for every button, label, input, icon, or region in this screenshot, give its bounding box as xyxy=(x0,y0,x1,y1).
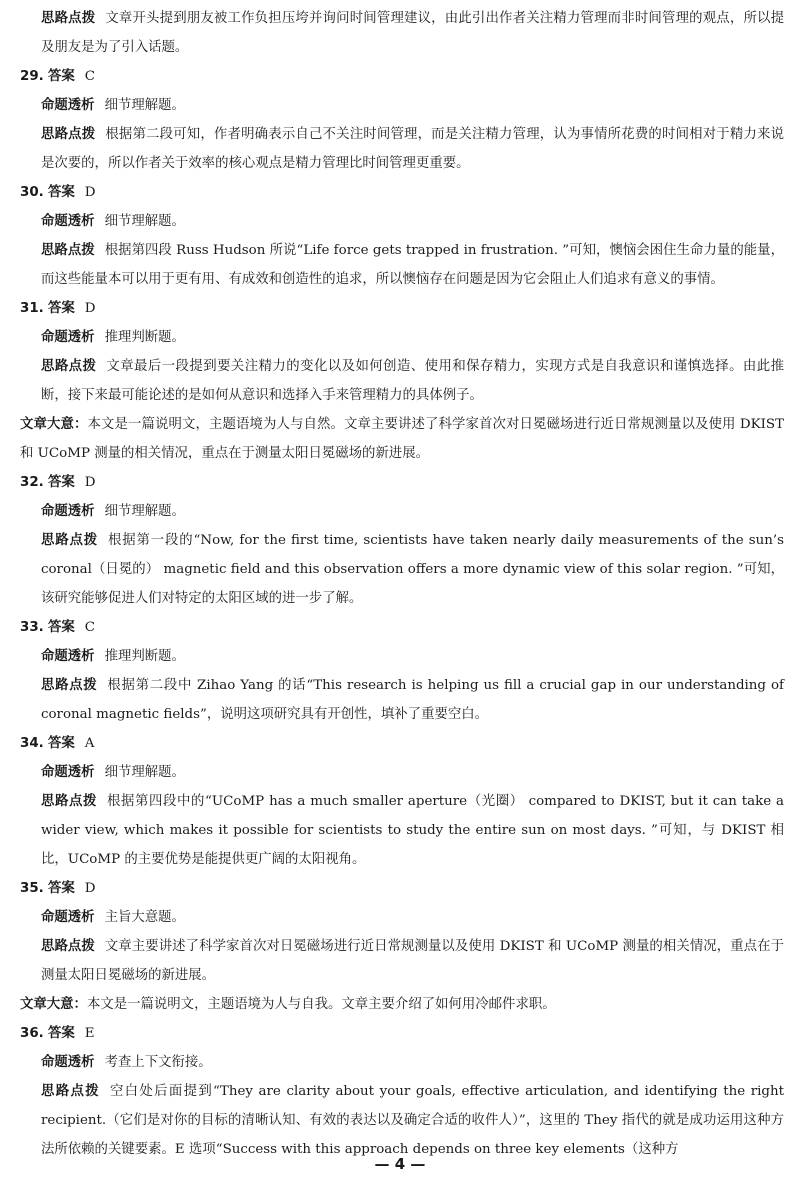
answer-choice: C xyxy=(84,69,96,84)
question-number: 32. xyxy=(20,475,44,490)
analysis-label: 命题透析 xyxy=(41,765,95,780)
analysis-text: 考查上下文衔接。 xyxy=(104,1055,212,1070)
analysis-text: 主旨大意题。 xyxy=(104,910,185,925)
hint-label: 思路点拨 xyxy=(41,243,95,258)
analysis-line xyxy=(20,903,784,932)
answer-label: 答案 xyxy=(48,1026,75,1041)
hint-text: 空白处后面提到“They are clarity about your goals, effective articulation, and identifying the right recipient.（它们是对你的目标的清晰认知、有效的表达以及确定合适的收件人）”，这里的 They 指代的就是成功运用这种方法所依赖的关键要素。E 选项“Success with this approach depends on three key elements（这种方 xyxy=(41,1084,785,1157)
answer-label: 答案 xyxy=(48,69,75,84)
analysis-label: 命题透析 xyxy=(41,330,95,345)
answer-label: 答案 xyxy=(48,881,75,896)
answer-line xyxy=(20,613,784,642)
question-number: 35. xyxy=(20,881,44,896)
analysis-line xyxy=(20,642,784,671)
hint-label: 思路点拨 xyxy=(41,359,97,374)
analysis-label: 命题透析 xyxy=(41,910,95,925)
answer-label: 答案 xyxy=(48,301,75,316)
analysis-text: 推理判断题。 xyxy=(104,649,185,664)
summary-text: 本文是一篇说明文，主题语境为人与自然。文章主要讲述了科学家首次对日冕磁场进行近日常规测量以及使用 DKIST 和 UCoMP 测量的相关情况，重点在于测量太阳日冕磁场的新进展。 xyxy=(20,417,784,461)
answer-explanations xyxy=(20,4,784,1164)
analysis-text: 细节理解题。 xyxy=(104,98,185,113)
hint-text: 根据第四段 Russ Hudson 所说“Life force gets trapped in frustration. ”可知，懊恼会困住生命力量的能量，而这些能量本可以用于更有用、有成效和创造性的追求，所以懊恼存在问题是因为它会阻止人们追求有意义的事情。 xyxy=(41,243,784,287)
question-number: 34. xyxy=(20,736,44,751)
answer-choice: D xyxy=(84,475,96,490)
question-number: 33. xyxy=(20,620,44,635)
hint-text: 根据第二段可知，作者明确表示自己不关注时间管理，而是关注精力管理，认为事情所花费的时间相对于精力来说是次要的，所以作者关于效率的核心观点是精力管理比时间管理更重要。 xyxy=(41,127,784,171)
answer-line xyxy=(20,1019,784,1048)
answer-choice: E xyxy=(84,1026,95,1041)
hint-label: 思路点拨 xyxy=(41,127,96,142)
answer-line xyxy=(20,62,784,91)
page-number: — 4 — xyxy=(374,1155,426,1173)
analysis-line xyxy=(20,497,784,526)
hint-paragraph xyxy=(20,526,784,613)
answer-line xyxy=(20,468,784,497)
hint-text: 文章主要讲述了科学家首次对日冕磁场进行近日常规测量以及使用 DKIST 和 UCoMP 测量的相关情况，重点在于测量太阳日冕磁场的新进展。 xyxy=(41,939,784,983)
answer-line xyxy=(20,874,784,903)
hint-text: 根据第二段中 Zihao Yang 的话“This research is helping us fill a crucial gap in our understanding of coronal magnetic fields”，说明这项研究具有开创性，填补了重要空白。 xyxy=(41,678,784,722)
analysis-text: 细节理解题。 xyxy=(104,765,185,780)
hint-text: 根据第一段的“Now, for the first time, scientists have taken nearly daily measurements of the sun’s coronal（日冕的） magnetic field and this observation offers a more dynamic view of this solar region. ”可知，该研究能够促进人们对特定的太阳区域的进一步了解。 xyxy=(41,533,784,606)
summary-label: 文章大意： xyxy=(20,417,88,432)
answer-choice: C xyxy=(84,620,96,635)
analysis-label: 命题透析 xyxy=(41,98,95,113)
hint-text: 文章开头提到朋友被工作负担压垮并询问时间管理建议，由此引出作者关注精力管理而非时间管理的观点，所以提及朋友是为了引入话题。 xyxy=(41,11,784,55)
answer-label: 答案 xyxy=(48,185,75,200)
hint-label: 思路点拨 xyxy=(41,794,98,809)
hint-paragraph xyxy=(20,352,784,410)
answer-line xyxy=(20,178,784,207)
answer-line xyxy=(20,729,784,758)
hint-paragraph xyxy=(20,120,784,178)
hint-label: 思路点拨 xyxy=(41,533,99,548)
analysis-label: 命题透析 xyxy=(41,214,95,229)
answer-line xyxy=(20,294,784,323)
hint-text: 根据第四段中的“UCoMP has a much smaller aperture（光圈） compared to DKIST, but it can take a wider view, which makes it possible for scientists to study the entire sun on most days. ”可知，与 DKIST 相比，UCoMP 的主要优势是能提供更广阔的太阳视角。 xyxy=(41,794,784,867)
hint-paragraph xyxy=(20,932,784,990)
summary-text: 本文是一篇说明文，主题语境为人与自我。文章主要介绍了如何用冷邮件求职。 xyxy=(86,997,556,1012)
analysis-text: 细节理解题。 xyxy=(104,504,185,519)
question-number: 29. xyxy=(20,69,44,84)
analysis-label: 命题透析 xyxy=(41,1055,95,1070)
hint-label: 思路点拨 xyxy=(41,1084,100,1099)
analysis-line xyxy=(20,207,784,236)
hint-label: 思路点拨 xyxy=(41,11,96,26)
answer-choice: D xyxy=(84,881,96,896)
answer-label: 答案 xyxy=(48,736,75,751)
answer-label: 答案 xyxy=(48,620,75,635)
analysis-line xyxy=(20,323,784,352)
hint-paragraph xyxy=(20,236,784,294)
analysis-line xyxy=(20,758,784,787)
analysis-label: 命题透析 xyxy=(41,504,95,519)
answer-choice: D xyxy=(84,185,96,200)
article-summary xyxy=(20,410,784,468)
analysis-line xyxy=(20,1048,784,1077)
article-summary xyxy=(20,990,784,1019)
question-number: 36. xyxy=(20,1026,44,1041)
analysis-line xyxy=(20,91,784,120)
answer-label: 答案 xyxy=(48,475,75,490)
hint-paragraph xyxy=(20,671,784,729)
hint-label: 思路点拨 xyxy=(41,678,98,693)
answer-choice: D xyxy=(84,301,96,316)
summary-label: 文章大意： xyxy=(20,997,87,1012)
hint-paragraph xyxy=(20,4,784,62)
analysis-text: 细节理解题。 xyxy=(104,214,185,229)
answer-choice: A xyxy=(84,736,95,751)
question-number: 30. xyxy=(20,185,44,200)
analysis-text: 推理判断题。 xyxy=(104,330,185,345)
hint-label: 思路点拨 xyxy=(41,939,95,954)
hint-text: 文章最后一段提到要关注精力的变化以及如何创造、使用和保存精力，实现方式是自我意识和谨慎选择。由此推断，接下来最可能论述的是如何从意识和选择入手来管理精力的具体例子。 xyxy=(41,359,785,403)
hint-paragraph xyxy=(20,787,784,874)
question-number: 31. xyxy=(20,301,44,316)
analysis-label: 命题透析 xyxy=(41,649,95,664)
